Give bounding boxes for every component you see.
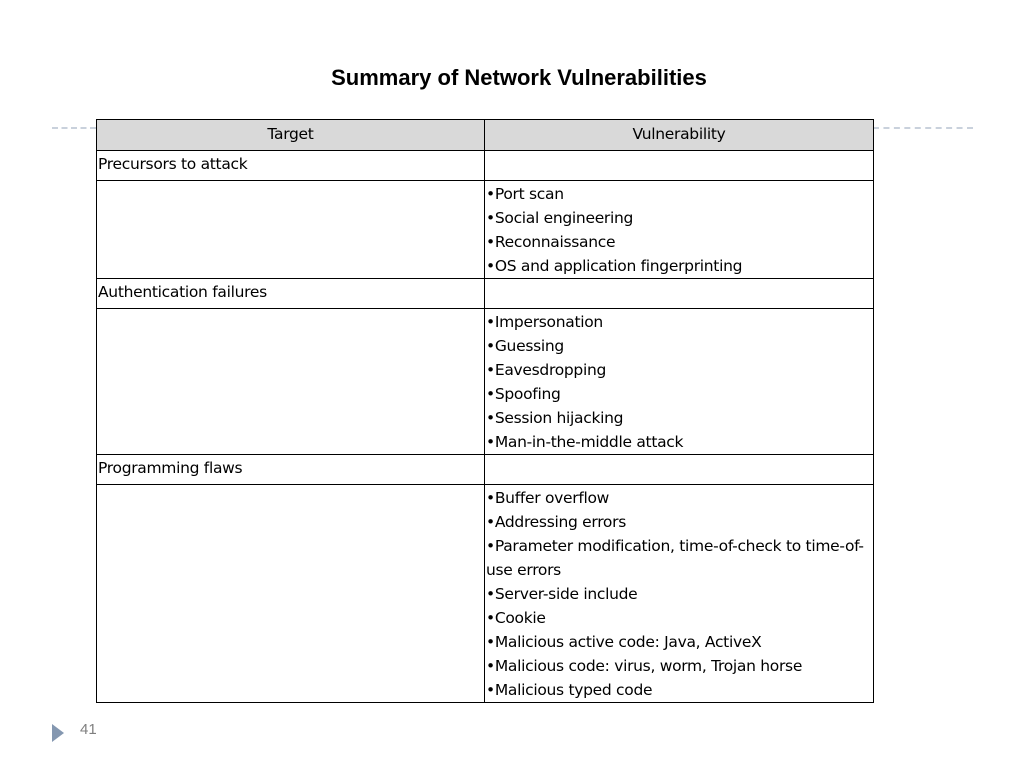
list-item: •Spoofing	[486, 385, 561, 403]
list-item: •Malicious active code: Java, ActiveX	[486, 633, 762, 651]
vulnerabilities-table	[96, 119, 874, 703]
category-row	[97, 455, 874, 485]
empty-cell	[485, 455, 874, 485]
play-arrow-icon	[52, 724, 64, 742]
list-item: •Session hijacking	[486, 409, 624, 427]
list-item: •Man-in-the-middle attack	[486, 433, 684, 451]
vulnerability-list-cell	[485, 309, 874, 455]
empty-cell	[97, 485, 485, 703]
category-target: Authentication failures	[97, 279, 485, 309]
page-number: 41	[80, 721, 97, 738]
empty-cell	[485, 151, 874, 181]
list-item: •Malicious code: virus, worm, Trojan horse	[486, 657, 803, 675]
vulnerability-list-cell	[485, 181, 874, 279]
list-item: •Cookie	[486, 609, 546, 627]
header-vulnerability: Vulnerability	[485, 120, 874, 151]
slide-title: Summary of Network Vulnerabilities	[331, 65, 707, 90]
list-item: •Reconnaissance	[486, 233, 616, 251]
list-item: •Eavesdropping	[486, 361, 607, 379]
category-row	[97, 151, 874, 181]
empty-cell	[97, 181, 485, 279]
list-item: •OS and application fingerprinting	[486, 257, 743, 275]
list-item: •Port scan	[486, 185, 564, 203]
category-row	[97, 279, 874, 309]
title-divider-right	[873, 127, 973, 129]
title-divider-left	[52, 127, 96, 129]
vulnerability-list	[486, 182, 872, 278]
vulnerabilities-row	[97, 485, 874, 703]
vulnerabilities-row	[97, 181, 874, 279]
list-item: •Social engineering	[486, 209, 634, 227]
list-item: •Addressing errors	[486, 513, 626, 531]
list-item: •Parameter modification, time-of-check to time-of-use errors	[486, 537, 864, 579]
list-item: •Malicious typed code	[486, 681, 653, 699]
list-item: •Guessing	[486, 337, 564, 355]
list-item: •Impersonation	[486, 313, 603, 331]
vulnerability-list-cell	[485, 485, 874, 703]
empty-cell	[485, 279, 874, 309]
vulnerabilities-row	[97, 309, 874, 455]
empty-cell	[97, 309, 485, 455]
vulnerability-list	[486, 486, 872, 702]
category-target: Programming flaws	[97, 455, 485, 485]
table-header-row	[97, 120, 874, 151]
category-target: Precursors to attack	[97, 151, 485, 181]
vulnerability-list	[486, 310, 872, 454]
header-target: Target	[97, 120, 485, 151]
list-item: •Server-side include	[486, 585, 638, 603]
list-item: •Buffer overflow	[486, 489, 610, 507]
